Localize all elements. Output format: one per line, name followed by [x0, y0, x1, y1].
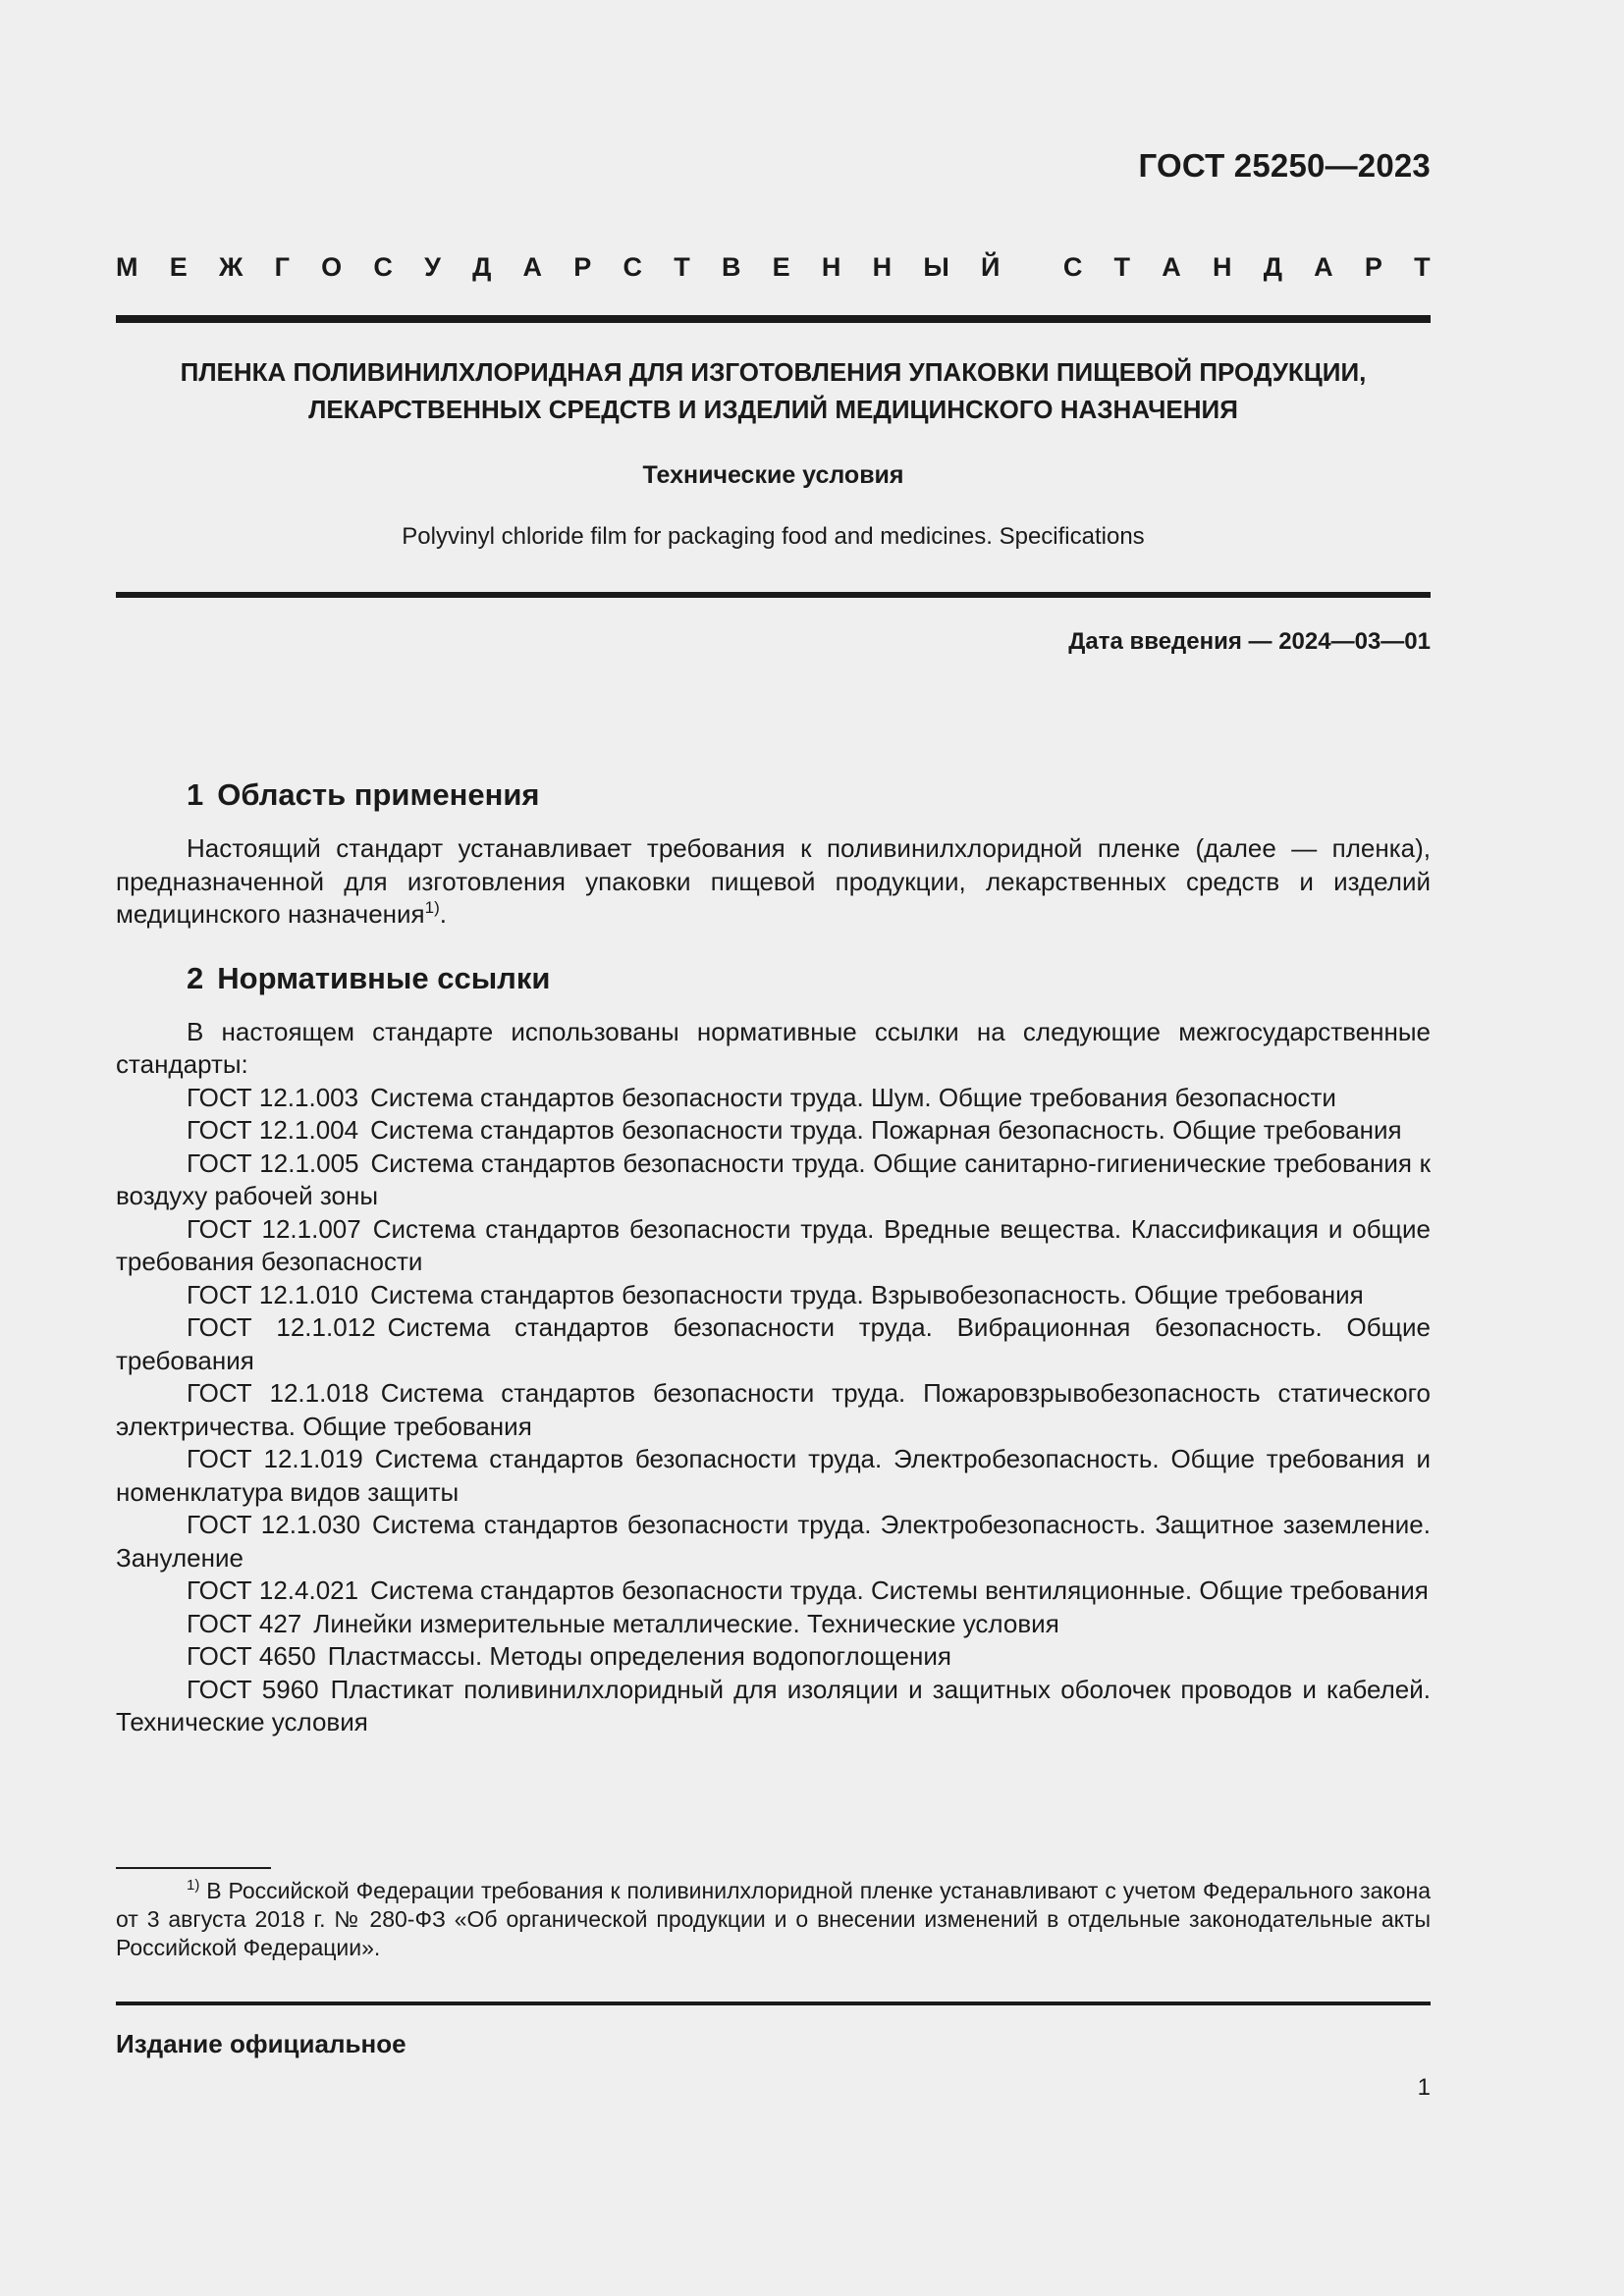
- edition-label: Издание официальное: [116, 2029, 406, 2058]
- introduction-date: Дата введения — 2024—03—01: [1068, 628, 1431, 655]
- reference-code: ГОСТ 427: [187, 1608, 302, 1638]
- reference-code: ГОСТ 12.1.019: [187, 1444, 363, 1473]
- title-rule: [116, 592, 1431, 598]
- standard-type-letter: Н: [872, 252, 893, 282]
- standard-type-letter: Н: [1212, 252, 1232, 282]
- footnote-separator: [116, 1867, 271, 1869]
- english-title: Polyvinyl chloride film for packaging food and medicines. Specifications: [402, 523, 1145, 550]
- standard-type-letter: Ы: [923, 252, 949, 282]
- document-subtitle: Технические условия: [642, 461, 904, 489]
- reference-title: Система стандартов безопасности труда. Электробезопасность. Общие требования и номенклатура видов защиты: [116, 1444, 1431, 1507]
- reference-item: [116, 1311, 1431, 1377]
- standard-type-letter: Н: [821, 252, 841, 282]
- standard-type-letter: Д: [472, 252, 492, 282]
- standard-type-letter: В: [721, 252, 741, 282]
- reference-title: Пластикат поливинилхлоридный для изоляции и защитных оболочек проводов и кабелей. Технические условия: [116, 1674, 1431, 1736]
- scope-paragraph: [116, 832, 1431, 932]
- section-number: 1: [187, 777, 204, 812]
- section-title: Нормативные ссылки: [217, 960, 551, 995]
- reference-title: Система стандартов безопасности труда. Взрывобезопасность. Общие требования: [370, 1279, 1364, 1309]
- reference-code: ГОСТ 12.4.021: [187, 1575, 359, 1605]
- reference-item: [116, 1082, 1431, 1115]
- reference-title: Система стандартов безопасности труда. Пожаровзрывобезопасность статического электричества. Общие требования: [116, 1378, 1431, 1441]
- standard-type-letter: У: [424, 252, 441, 282]
- footnote-reference[interactable]: 1): [424, 898, 440, 917]
- section-title: Область применения: [217, 777, 540, 812]
- title-line-2: ЛЕКАРСТВЕННЫХ СРЕДСТВ И ИЗДЕЛИЙ МЕДИЦИНСКОГО НАЗНАЧЕНИЯ: [308, 395, 1238, 424]
- standard-type-letter: Г: [274, 252, 290, 282]
- footnote-mark: 1): [187, 1877, 200, 1894]
- standard-type-heading: [116, 252, 1431, 283]
- reference-code: ГОСТ 12.1.003: [187, 1082, 359, 1112]
- document-body: [116, 775, 1431, 1739]
- page-number: 1: [1417, 2074, 1431, 2101]
- standard-type-letter: С: [373, 252, 393, 282]
- reference-item: [116, 1443, 1431, 1509]
- reference-code: ГОСТ 12.1.004: [187, 1115, 359, 1145]
- footer-rule: [116, 2002, 1431, 2005]
- reference-title: Система стандартов безопасности труда. Пожарная безопасность. Общие требования: [370, 1115, 1402, 1145]
- reference-title: Система стандартов безопасности труда. Общие санитарно-гигиенические требования к воздуху рабочей зоны: [116, 1148, 1431, 1210]
- references-intro: В настоящем стандарте использованы нормативные ссылки на следующие межгосударственные стандарты:: [116, 1016, 1431, 1079]
- reference-title: Система стандартов безопасности труда. Вредные вещества. Классификация и общие требования безопасности: [116, 1213, 1431, 1276]
- standard-type-letter: С: [623, 252, 642, 282]
- reference-title: Система стандартов безопасности труда. Системы вентиляционные. Общие требования: [370, 1575, 1429, 1605]
- reference-code: ГОСТ 5960: [187, 1674, 319, 1704]
- section-2-heading: [116, 959, 1431, 998]
- reference-title: Система стандартов безопасности труда. Шум. Общие требования безопасности: [370, 1082, 1336, 1112]
- normative-references-list: [116, 1082, 1431, 1739]
- standard-type-letter: О: [321, 252, 343, 282]
- standard-type-letter: Т: [1113, 252, 1131, 282]
- reference-code: ГОСТ 12.1.005: [187, 1148, 359, 1178]
- scope-text: Настоящий стандарт устанавливает требования к поливинилхлоридной пленке (далее — пленка), предназначенной для изготовления упаковки пищевой продукции, лекарственных средств и изделий медицинского назначения: [116, 833, 1431, 929]
- document-number: ГОСТ 25250—2023: [1138, 147, 1431, 184]
- reference-code: ГОСТ 12.1.012: [187, 1312, 376, 1342]
- reference-title: Система стандартов безопасности труда. Электробезопасность. Защитное заземление. Зануление: [116, 1510, 1431, 1573]
- reference-item: [116, 1114, 1431, 1148]
- reference-item: [116, 1575, 1431, 1608]
- standard-type-letter: Т: [1414, 252, 1431, 282]
- header-rule: [116, 315, 1431, 323]
- standard-type-letter: С: [1062, 252, 1083, 282]
- standard-type-letter: Р: [573, 252, 592, 282]
- reference-item: [116, 1509, 1431, 1575]
- reference-title: Система стандартов безопасности труда. Вибрационная безопасность. Общие требования: [116, 1312, 1431, 1375]
- document-title: [116, 353, 1431, 428]
- standard-type-letter: А: [1162, 252, 1181, 282]
- scope-text-end: .: [439, 899, 447, 929]
- standard-type-letter: Е: [772, 252, 790, 282]
- reference-item: [116, 1674, 1431, 1739]
- standard-type-letter: Й: [980, 252, 1001, 282]
- title-line-1: ПЛЕНКА ПОЛИВИНИЛХЛОРИДНАЯ ДЛЯ ИЗГОТОВЛЕНИЯ УПАКОВКИ ПИЩЕВОЙ ПРОДУКЦИИ,: [180, 357, 1367, 387]
- reference-item: [116, 1148, 1431, 1213]
- standard-type-letter: А: [1314, 252, 1333, 282]
- reference-code: ГОСТ 12.1.030: [187, 1510, 360, 1539]
- standard-type-letter: Е: [169, 252, 188, 282]
- reference-item: [116, 1279, 1431, 1312]
- standard-type-letter: Ж: [218, 252, 244, 282]
- section-number: 2: [187, 960, 204, 995]
- reference-item: [116, 1377, 1431, 1443]
- reference-code: ГОСТ 12.1.007: [187, 1213, 361, 1244]
- reference-item: [116, 1213, 1431, 1279]
- reference-item: [116, 1608, 1431, 1641]
- footnote: [116, 1877, 1431, 1962]
- section-1-heading: [116, 775, 1431, 815]
- reference-code: ГОСТ 12.1.010: [187, 1279, 359, 1309]
- standard-type-letter: А: [522, 252, 543, 282]
- reference-title: Пластмассы. Методы определения водопоглощения: [327, 1641, 951, 1671]
- standard-type-letter: М: [116, 252, 138, 282]
- footnote-text: В Российской Федерации требования к поливинилхлоридной пленке устанавливают с учетом Федерального закона от 3 августа 2018 г. № 280-ФЗ «Об органической продукции и о внесении изменений в отдельные законодательные акты Российской Федерации».: [116, 1878, 1431, 1960]
- standard-type-letter: Д: [1263, 252, 1282, 282]
- reference-title: Линейки измерительные металлические. Технические условия: [313, 1608, 1059, 1638]
- reference-item: [116, 1640, 1431, 1674]
- standard-type-letter: Р: [1364, 252, 1382, 282]
- reference-code: ГОСТ 4650: [187, 1641, 316, 1671]
- standard-type-letter: Т: [674, 252, 690, 282]
- reference-code: ГОСТ 12.1.018: [187, 1378, 369, 1408]
